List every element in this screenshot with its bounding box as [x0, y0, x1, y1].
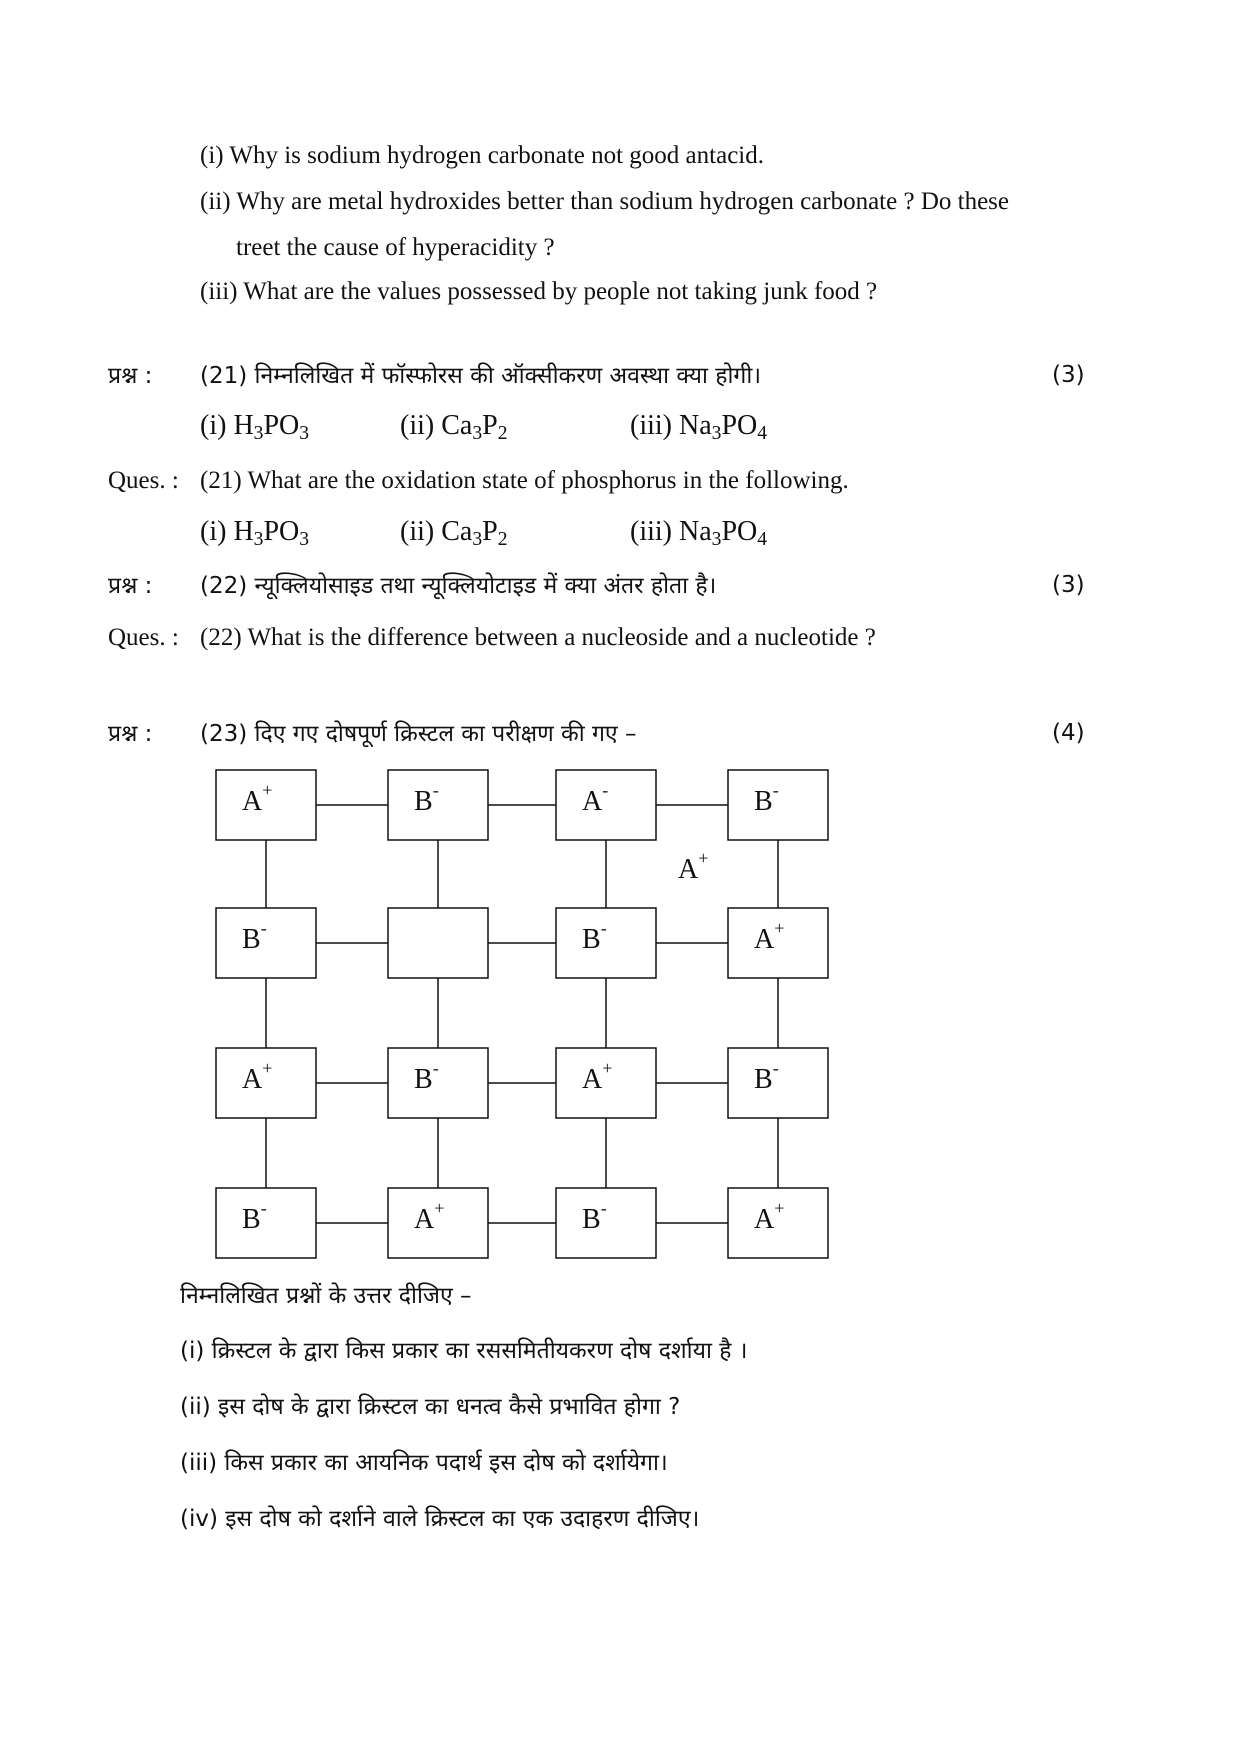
option-2: (ii) $Ca_3P_2$	[400, 516, 508, 550]
q21-en-label: Ques. :	[108, 467, 179, 494]
q23-instruction: निम्नलिखित प्रश्नों के उत्तर दीजिए –	[180, 1283, 472, 1309]
q22-marks: (3)	[1052, 572, 1085, 598]
interstitial-ion: A+	[678, 848, 709, 885]
q20-part-i: (i) Why is sodium hydrogen carbonate not good antacid.	[200, 142, 764, 169]
option-2: (ii) $Ca_3P_2$	[400, 410, 508, 444]
q21-hindi-label: प्रश्न :	[108, 363, 153, 389]
ion-label: A+	[414, 1198, 445, 1235]
ion-label: A-	[582, 780, 609, 817]
q22-hindi-text: (22) न्यूक्लियोसाइड तथा न्यूक्लियोटाइड में क्या अंतर होता है।	[200, 573, 717, 599]
q23-sub-question-iii: (iii) किस प्रकार का आयनिक पदार्थ इस दोष को दर्शायेगा।	[180, 1450, 668, 1476]
q21-en-text: (21) What are the oxidation state of phosphorus in the following.	[200, 467, 849, 494]
q23-sub-question-iv: (iv) इस दोष को दर्शाने वाले क्रिस्टल का एक उदाहरण दीजिए।	[180, 1506, 700, 1532]
q23-hindi-text: (23) दिए गए दोषपूर्ण क्रिस्टल का परीक्षण की गए –	[200, 721, 637, 747]
option-1: (i) $H_3PO_3$	[200, 516, 310, 550]
ion-label: B-	[754, 1058, 779, 1095]
q23-marks: (4)	[1052, 720, 1085, 746]
q23-sub-question-i: (i) क्रिस्टल के द्वारा किस प्रकार का रससमितीयकरण दोष दर्शाया है ।	[180, 1338, 748, 1364]
option-3: (iii) $Na_3PO_4$	[630, 410, 768, 444]
ion-label: B-	[582, 1198, 607, 1235]
ion-label: A+	[582, 1058, 613, 1095]
q21-hindi-text: (21) निम्नलिखित में फॉस्फोरस की ऑक्सीकरण अवस्था क्या होगी।	[200, 363, 762, 389]
q22-en-text: (22) What is the difference between a nucleoside and a nucleotide ?	[200, 624, 876, 651]
q20-part-ii-line1: (ii) Why are metal hydroxides better than sodium hydrogen carbonate ? Do these	[200, 188, 1009, 215]
ion-label: A+	[242, 780, 273, 817]
q20-part-iii: (iii) What are the values possessed by people not taking junk food ?	[200, 278, 878, 305]
ion-label: B-	[242, 1198, 267, 1235]
ion-label: B-	[414, 780, 439, 817]
lattice-vacancy	[388, 908, 488, 978]
q22-hindi-label: प्रश्न :	[108, 573, 153, 599]
q23-sub-question-ii: (ii) इस दोष के द्वारा क्रिस्टल का धनत्व कैसे प्रभावित होगा ?	[180, 1394, 681, 1420]
ion-label: A+	[242, 1058, 273, 1095]
option-3: (iii) $Na_3PO_4$	[630, 516, 768, 550]
q22-en-label: Ques. :	[108, 624, 179, 651]
ion-label: A+	[754, 1198, 785, 1235]
ion-label: A+	[754, 918, 785, 955]
ion-label: B-	[754, 780, 779, 817]
q21-marks: (3)	[1052, 362, 1085, 388]
ion-label: B-	[242, 918, 267, 955]
ion-label: B-	[582, 918, 607, 955]
ion-label: B-	[414, 1058, 439, 1095]
option-1: (i) $H_3PO_3$	[200, 410, 310, 444]
q23-hindi-label: प्रश्न :	[108, 721, 153, 747]
q20-part-ii-line2: treet the cause of hyperacidity ?	[236, 234, 555, 261]
